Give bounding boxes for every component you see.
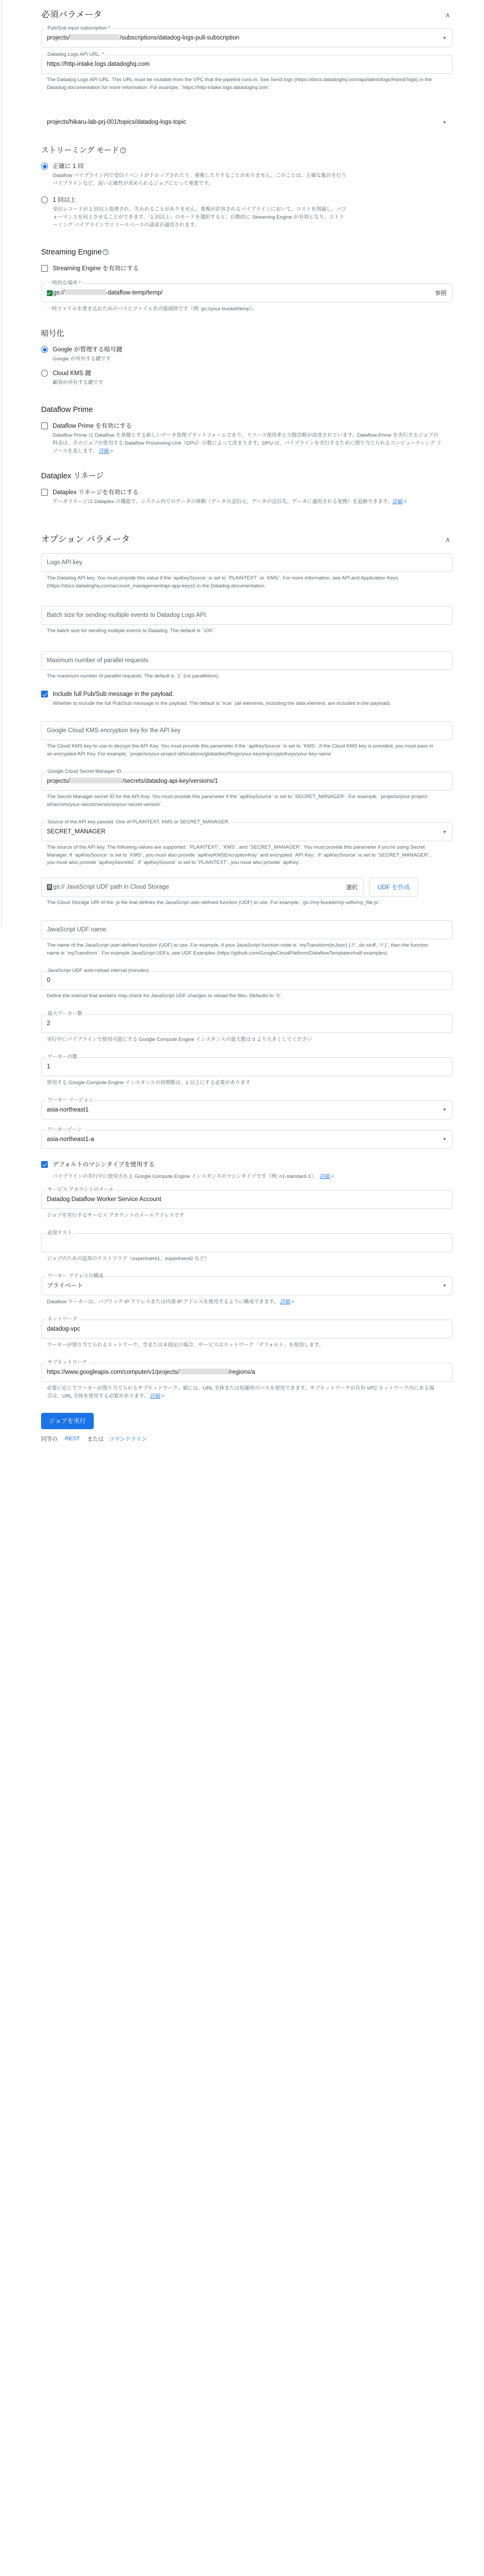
include-pubsub-message-row[interactable]: [41, 690, 452, 707]
pubsub-input-subscription-label: Pub/Sub input subscription *: [46, 25, 112, 31]
subnetwork-help: 必要に応じてワーカーが割り当てられるサブネットワーク。値には、URL 全体または短縮形のパスを使用できます。サブネットワークが共有 VPC ネットワーク内にある場合は、URL 全体を使用する必要があります。 詳細↗: [47, 1385, 434, 1399]
chevron-down-icon[interactable]: ▼: [442, 829, 447, 834]
ip-configuration-field[interactable]: [41, 1273, 452, 1295]
dataplex-lineage-more-link[interactable]: 詳細: [392, 499, 403, 505]
api-key-source-value: SECRET_MANAGER: [47, 829, 106, 835]
secret-manager-id-label: Google Cloud Secret Manager ID.: [46, 769, 124, 774]
streaming-engine-heading: [41, 247, 452, 258]
chevron-down-icon[interactable]: ▼: [442, 35, 447, 41]
output-deadletter-topic-value: projects/hikaru-lab-prj-001/topics/datadog-logs-topic: [47, 119, 186, 125]
dataflow-prime-desc: Dataflow Prime は Dataflow を基盤とする新しいデータ処理プラットフォームであり、リソース使用率と分散診断が改善されています。Dataflow Prime を実行するジョブの料金は、そのジョブが使用する Dataflow Processing Unit（DPU）の数によって決まります。DPU は、パイプラインを実行するために割り当てられるコンピューティング リソースを表します。 詳細↗: [53, 432, 442, 454]
udf-name-help: The name of the JavaScript user-defined function (UDF) to use. For example, if your JavaScript function code is `myTransform(inJson) { /*...do stuff...*/ }`, then the function name is `myTransform`. For example JavaScript UDFs, see UDF Examples (https://github.com/GoogleCloudPlatform/DataflowTemplates#udf-examples).: [47, 942, 429, 956]
service-account-email-label: サービス アカウントのメール: [46, 1187, 115, 1193]
external-link-icon: ↗: [330, 1174, 334, 1179]
max-workers-field[interactable]: [41, 1010, 452, 1033]
worker-zone-field[interactable]: [41, 1126, 452, 1149]
streaming-engine-checkbox-label: Streaming Engine を有効にする: [53, 266, 139, 272]
pubsub-input-subscription-field[interactable]: [41, 25, 452, 47]
udf-path-field[interactable]: [41, 878, 363, 897]
radio-icon[interactable]: [41, 370, 48, 377]
dataflow-prime-title: Dataflow Prime: [41, 406, 93, 414]
encryption-google-managed-label: Google が管理する暗号鍵: [53, 347, 123, 353]
temp-location-value[interactable]: gs:// -dataflow-temp/temp/: [53, 290, 163, 296]
max-workers-value[interactable]: 2: [47, 1020, 51, 1027]
temp-location-help: 一時ファイルを書き込むためのパスとファイル名の接頭辞です（例: gs://your-bucket/temp）。: [47, 306, 258, 312]
radio-icon[interactable]: [41, 163, 48, 170]
encryption-option-google-managed[interactable]: [41, 346, 452, 363]
external-link-icon: ↗: [161, 1393, 164, 1399]
api-key-field[interactable]: [41, 553, 452, 572]
num-workers-value[interactable]: 1: [47, 1063, 51, 1070]
streaming-engine-title: Streaming Engine: [41, 248, 102, 257]
encryption-cloud-kms-desc: 顧客が所有する鍵です: [53, 380, 103, 386]
network-value[interactable]: datadog-vpc: [47, 1325, 81, 1332]
datadog-logs-api-url-help: The Datadog Logs API URL. This URL must be routable from the VPC that the pipeline runs in. See Send logs (https://docs.datadoghq.com/api/latest/logs/#send-logs) in the Datadog documentation for more information. For example, `https://http-intake.logs.datadoghq.com`: [47, 77, 432, 91]
temp-location-field[interactable]: [41, 280, 452, 302]
subnetwork-more-link[interactable]: 詳細: [150, 1393, 161, 1399]
rest-link[interactable]: REST: [65, 1436, 80, 1442]
batch-count-field[interactable]: [41, 606, 452, 625]
encryption-title: 暗号化: [41, 330, 64, 338]
batch-count-placeholder[interactable]: Batch size for sending multiple events to Datadog Logs API.: [47, 612, 208, 618]
help-icon[interactable]: ?: [103, 249, 108, 255]
udf-name-placeholder[interactable]: JavaScript UDF name: [47, 927, 106, 933]
dataplex-lineage-checkbox-row[interactable]: [41, 488, 452, 506]
batch-count-help: The batch size for sending multiple events to Datadog. The default is `100`.: [47, 628, 215, 634]
udf-name-field[interactable]: [41, 920, 452, 939]
max-workers-label: 最大ワーカー数: [46, 1011, 84, 1017]
subnetwork-label: サブネットワーク: [46, 1360, 89, 1365]
subnetwork-value[interactable]: https://www.googleapis.com/compute/v1/projects/ /regions/a: [47, 1369, 255, 1375]
radio-icon[interactable]: [41, 346, 48, 353]
udf-reload-interval-value[interactable]: 0: [47, 977, 51, 984]
num-workers-help: 使用する Google Compute Engine インスタンスの初期数は、1 以上にする必要があります: [47, 1079, 251, 1086]
checkbox-icon[interactable]: [41, 691, 48, 697]
parallelism-field[interactable]: [41, 651, 452, 670]
checkbox-icon[interactable]: [41, 422, 48, 429]
dataflow-prime-more-link[interactable]: 詳細: [98, 448, 109, 454]
worker-zone-label: ワーカーゾーン: [46, 1127, 84, 1133]
radio-icon[interactable]: [41, 196, 48, 203]
ip-configuration-more-link[interactable]: 詳細: [280, 1299, 291, 1305]
service-account-email-value[interactable]: Datadog Dataflow Worker Service Account: [47, 1196, 162, 1203]
streaming-mode-at-least-once-desc: 受信レコードが 1 回以上処理され、失われることがありません。重複が許容されるパイプラインにおいて、コストを削減し、パフォーマンスを向上させることができます。「1 回以上」のモードを選択すると、自動的に Streaming Engine が有効となり、ストリーミング パイプラインでリソースベースの請求が適用されます。: [53, 207, 347, 228]
chevron-down-icon[interactable]: ▼: [442, 1107, 447, 1112]
worker-region-label: ワーカー リージョン: [46, 1097, 95, 1103]
parallelism-help: The maximum number of parallel requests. The default is `1` (no parallelism).: [47, 673, 220, 679]
ip-configuration-help: Dataflow ワーカーは、パブリック IP アドレスまたは内部 IP アドレスを使用するように構成できます。 詳細↗: [47, 1299, 294, 1305]
ip-configuration-value: プライベート: [47, 1282, 83, 1289]
include-pubsub-message-label: Include full Pub/Sub message in the payload.: [53, 691, 174, 697]
required-params-body: [41, 25, 452, 506]
optional-params-section-header[interactable]: [41, 519, 452, 546]
pubsub-input-subscription-value: projects/ /subscriptions/datadog-logs-pull-subscription: [47, 35, 240, 41]
encryption-heading: [41, 329, 452, 339]
checkbox-icon[interactable]: [41, 265, 48, 272]
network-help: ワーカーが割り当てられるネットワーク。空または未指定の場合、サービスはネットワーク「デフォルト」を使用します。: [47, 1342, 324, 1348]
chevron-down-icon[interactable]: ▼: [442, 1283, 447, 1288]
optional-params-body: [41, 553, 452, 1400]
include-pubsub-message-desc: Whether to include the full Pub/Sub message in the payload. The default is `true` (all elements, including the data element, are included in the payload).: [53, 701, 391, 706]
parallelism-placeholder[interactable]: Maximum number of parallel requests.: [47, 657, 150, 664]
cloud-storage-check-icon: [47, 290, 53, 296]
secret-manager-id-help: The Secret Manager secret ID for the API Key. You must provide this parameter if the `apiKeySource` is set to `SECRET_MANAGER`. For example, `projects/your-project-id/secrets/your-secret/versions/your-secret-version`: [47, 794, 429, 808]
secret-manager-id-field[interactable]: [41, 769, 452, 791]
external-link-icon: ↗: [291, 1299, 294, 1304]
chevron-down-icon[interactable]: ▼: [442, 1137, 447, 1142]
encryption-google-managed-desc: Google が所有する鍵です: [53, 356, 111, 362]
udf-path-help: The Cloud Storage URI of the .js file that defines the JavaScript user-defined function (UDF) to use. For example, `gs://my-bucket/my-udfs/my_file.js`.: [47, 899, 381, 906]
output-deadletter-topic-field[interactable]: [41, 113, 452, 132]
dataplex-lineage-heading: [41, 471, 452, 481]
udf-path-select-button[interactable]: 選択: [346, 884, 358, 891]
streaming-engine-checkbox-row[interactable]: [41, 264, 452, 273]
required-params-section-header[interactable]: [41, 0, 452, 21]
subnetwork-field[interactable]: [41, 1359, 452, 1382]
dataflow-prime-checkbox-label: Dataflow Prime を有効にする: [53, 423, 132, 429]
checkbox-icon[interactable]: [41, 489, 48, 496]
kms-encryption-key-placeholder[interactable]: Google Cloud KMS encryption key for the API key: [47, 727, 181, 734]
help-icon[interactable]: ?: [120, 148, 126, 153]
api-key-source-label: Source of the API key passed. One of PLAINTEXT, KMS or SECRET_MANAGER.: [46, 819, 231, 825]
streaming-mode-heading: [41, 145, 452, 156]
streaming-mode-at-least-once-label: 1 回以上: [53, 197, 76, 203]
network-label: ネットワーク: [46, 1316, 79, 1322]
udf-path-row: [41, 878, 452, 897]
run-job-button[interactable]: ジョブを実行: [41, 1413, 94, 1429]
streaming-mode-exactly-once-label: 正確に 1 回: [53, 163, 84, 170]
kms-encryption-key-field[interactable]: [41, 721, 452, 740]
additional-experiments-help: ジョブのための追加のテストフラグ（experiment1、experiment2 など）: [47, 1255, 210, 1262]
api-key-source-help: The source of the API key. The following values are supported: `PLAINTEXT`, `KMS`, and `SECRET_MANAGER`. You must provide this parameter if you're using Secret Manager. If `apiKeySource` is set to `KMS`, you must also provide `apiKeyKMSEncryptionKey` and encrypted `API Key`. If `apiKeySource` is set to `SECRET_MANAGER`, you must also provide `apiKeySecretId`. If `apiKeySource` is set to `PLAINTEXT`, you must also provide `apiKey`.: [47, 844, 431, 866]
redacted-project-id: [70, 778, 122, 783]
worker-region-value: asia-northeast1: [47, 1106, 89, 1113]
datadog-logs-api-url-value[interactable]: https://http-intake.logs.datadoghq.com: [47, 61, 150, 67]
streaming-mode-title: ストリーミング モード: [41, 146, 120, 155]
service-account-email-field[interactable]: [41, 1186, 452, 1209]
encryption-cloud-kms-label: Cloud KMS 鍵: [53, 370, 91, 377]
file-icon: [47, 884, 52, 890]
redacted-bucket: [65, 289, 106, 295]
streaming-mode-exactly-once-desc: Dataflow パイプライン内で受信イベントがドロップされたり、重複したりすることがありません。このことは、正確な集計を行うパイプラインなど、高い正確性が求められるジョブにとって重要です。: [53, 173, 347, 186]
command-line-link[interactable]: コマンドライン: [108, 1436, 147, 1442]
worker-zone-value: asia-northeast1-a: [47, 1136, 94, 1143]
udf-reload-interval-field[interactable]: [41, 968, 452, 990]
additional-experiments-label: 追加テスト: [46, 1230, 74, 1236]
chevron-down-icon[interactable]: ▼: [442, 120, 447, 125]
additional-experiments-field[interactable]: [41, 1230, 452, 1252]
secret-manager-id-value[interactable]: projects/ /secrets/datadog-api-key/versions/1: [47, 778, 219, 784]
temp-location-label: 一時的な場所 *: [46, 280, 82, 286]
chevron-up-icon[interactable]: ∧: [445, 11, 450, 19]
create-udf-button[interactable]: UDF を作成: [369, 878, 418, 897]
streaming-mode-option-exactly-once[interactable]: [41, 162, 452, 188]
datadog-logs-api-url-field[interactable]: [41, 52, 452, 74]
service-account-email-help: ジョブを実行するサービス アカウントのメールアドレスです: [47, 1212, 184, 1218]
api-key-source-field[interactable]: [41, 819, 452, 841]
datadog-logs-api-url-label: Datadog Logs API URL. *: [46, 52, 105, 57]
or-label: または: [87, 1436, 104, 1442]
equivalent-label: 同等の: [41, 1436, 58, 1442]
default-machine-type-more-link[interactable]: 詳細: [320, 1173, 330, 1179]
external-link-icon: ↗: [403, 499, 407, 504]
temp-location-browse-button[interactable]: 参照: [435, 290, 447, 297]
num-workers-label: ワーカーの数: [46, 1054, 79, 1060]
dataflow-prime-checkbox-row[interactable]: [41, 422, 452, 455]
api-key-placeholder[interactable]: Logs API key.: [47, 559, 84, 566]
default-machine-type-label: デフォルトのマシンタイプを使用する: [53, 1161, 155, 1168]
default-machine-type-desc: パイプラインの実行中に使用される Google Compute Engine インスタンスのマシンタイプです（例: n1-standard-1）。 詳細↗: [53, 1173, 334, 1179]
max-workers-help: 実行中にパイプラインで使用可能にする Google Compute Engine インスタンスの最大数は 0 より大きくしてください: [47, 1036, 312, 1043]
udf-path-placeholder[interactable]: gs:// JavaScript UDF path in Cloud Storage: [53, 883, 169, 890]
chevron-up-icon[interactable]: ∧: [445, 535, 450, 544]
kms-encryption-key-help: The Cloud KMS key to use to decrypt the API Key. You must provide this parameter if the `apiKeySource` is set to `KMS`. If the Cloud KMS key is provided, you must pass in an encrypted API Key. For example, `projects/your-project-id/locations/global/keyRings/your-keyring/cryptoKeys/your-key-name`: [47, 743, 433, 757]
dataplex-lineage-title: Dataplex リネージ: [41, 472, 104, 480]
optional-params-title: オプション パラメータ: [41, 535, 130, 544]
default-machine-type-row[interactable]: [41, 1161, 452, 1169]
ip-configuration-label: ワーカー アドレスの構成: [46, 1273, 105, 1279]
network-field[interactable]: [41, 1316, 452, 1339]
udf-reload-interval-label: JavaScript UDF auto-reload interval (minutes): [46, 968, 151, 974]
equivalent-links-row: [41, 1435, 484, 1454]
checkbox-icon[interactable]: [41, 1161, 48, 1168]
dataplex-lineage-checkbox-label: Dataplex リネージを有効にする: [53, 489, 139, 496]
dataflow-prime-heading: [41, 405, 452, 415]
num-workers-field[interactable]: [41, 1054, 452, 1076]
api-key-help: The Datadog API key. You must provide this value if the `apiKeySource` is set to `PLAINTEXT` or `KMS`. For more information, see API and Application Keys (https://docs.datadoghq.com/account_management/api-app-keys/) in the Datadog documentation.: [47, 575, 398, 589]
udf-reload-interval-help: Define the interval that workers may check for JavaScript UDF changes to reload the files. Defaults to `0`.: [47, 993, 283, 999]
external-link-icon: ↗: [109, 449, 113, 454]
redacted-project-id: [180, 1369, 229, 1374]
streaming-mode-option-at-least-once[interactable]: [41, 196, 452, 229]
dataplex-lineage-desc: データリネージは Dataplex の機能で、システム内でのデータの移動（データの送信元、データの送信先、データに適用される変換）を追跡できます。詳細↗: [53, 499, 407, 505]
required-params-title: 必須パラメータ: [41, 10, 102, 19]
encryption-option-cloud-kms[interactable]: [41, 369, 452, 387]
redacted-project-id: [70, 34, 120, 40]
worker-region-field[interactable]: [41, 1097, 452, 1119]
